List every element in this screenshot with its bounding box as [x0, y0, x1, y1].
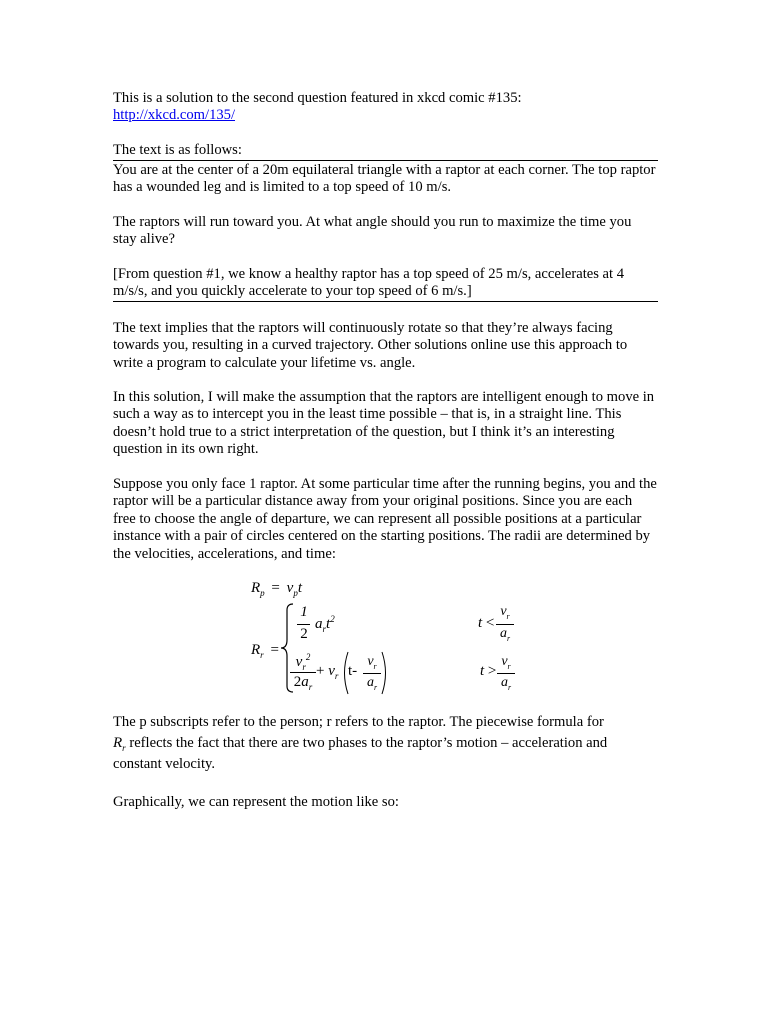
case1-condition-bar: [496, 624, 514, 625]
quote-paragraph: You are at the center of a 20m equilateral triangle with a raptor at each corner. The top raptor has a wounded leg and is limited to a top speed of 10 m/s.: [113, 162, 656, 196]
case2-inner-num: $v_r$: [367, 654, 377, 671]
after-equation-line-2: $R_r$ reflects the fact that there are two phases to the raptor’s motion – acceleration and: [113, 735, 608, 753]
case1-fraction-bar: [297, 624, 310, 625]
case1-fraction-num: 1: [300, 604, 308, 620]
rp-equation: $R_p = v_pt$: [251, 580, 302, 598]
xkcd-link[interactable]: http://xkcd.com/135/: [113, 107, 236, 123]
case1-term: $a_rt^2$: [315, 614, 335, 634]
case2-paren-t: t-: [348, 663, 358, 679]
body-paragraph: The text implies that the raptors will continuously rotate so that they’re always facing towards you, resulting in a curved trajectory. Other solutions online use this approach to write a program to calculate your lifetime vs. angle.: [113, 320, 628, 371]
case2-den: $2a_r$: [293, 674, 313, 692]
quote-bottom-rule: [113, 301, 658, 302]
rr-inline-symbol: $R_r$: [113, 735, 126, 753]
case2-condition-den: $a_r$: [500, 675, 512, 692]
final-line: Graphically, we can represent the motion like so:: [113, 794, 399, 810]
intro-link-line: [113, 107, 658, 124]
quote-intro: The text is as follows:: [113, 142, 242, 158]
case1-condition-den: $a_r$: [499, 626, 511, 643]
case2-num: $v_r^2$: [295, 652, 311, 672]
quote-paragraph: The raptors will run toward you. At what angle should you run to maximize the time you stay alive?: [113, 214, 632, 248]
case2-condition-num: $v_r$: [501, 654, 511, 671]
case2-condition-bar: [497, 673, 515, 674]
case2-velocity-term: + $v_r$: [316, 663, 339, 681]
rr-lhs: $R_r$ =: [251, 642, 279, 660]
case2-inner-den: $a_r$: [366, 675, 378, 692]
after-equation-line-3: constant velocity.: [113, 756, 215, 772]
case2-fraction-bar: [290, 672, 316, 673]
intro-line: This is a solution to the second question featured in xkcd comic #135:: [113, 90, 522, 106]
quote-paragraph: [From question #1, we know a healthy raptor has a top speed of 25 m/s, accelerates at 4 m/s/s, and you quickly accelerate to your top speed of 6 m/s.]: [113, 266, 625, 300]
case2-inner-bar: [363, 673, 381, 674]
case1-condition-num: $v_r$: [500, 604, 510, 621]
body-paragraph: In this solution, I will make the assumption that the raptors are intelligent enough to move in such a way as to intercept you in the least time possible – that is, in a straight line. This doesn’t hold true to a strict interpretation of the question, but I think it’s an interesting question in its own right.: [113, 389, 655, 458]
after-equation-line-1: The p subscripts refer to the person; r refers to the raptor. The piecewise formula for: [113, 714, 604, 730]
body-paragraph: Suppose you only face 1 raptor. At some particular time after the running begins, you and the raptor will be a particular distance away from your original positions. Since you are each free to choose the angle of departure, we can represent all possible positions at a particular instance with a pair of circles centered on the starting positions. The radii are determined by the velocities, accelerations, and time:: [113, 476, 657, 562]
quote-top-rule: [113, 160, 658, 161]
case2-condition-lhs: t >: [480, 663, 497, 679]
case1-condition-lhs: t <: [478, 615, 495, 631]
case1-fraction-den: 2: [300, 626, 308, 642]
